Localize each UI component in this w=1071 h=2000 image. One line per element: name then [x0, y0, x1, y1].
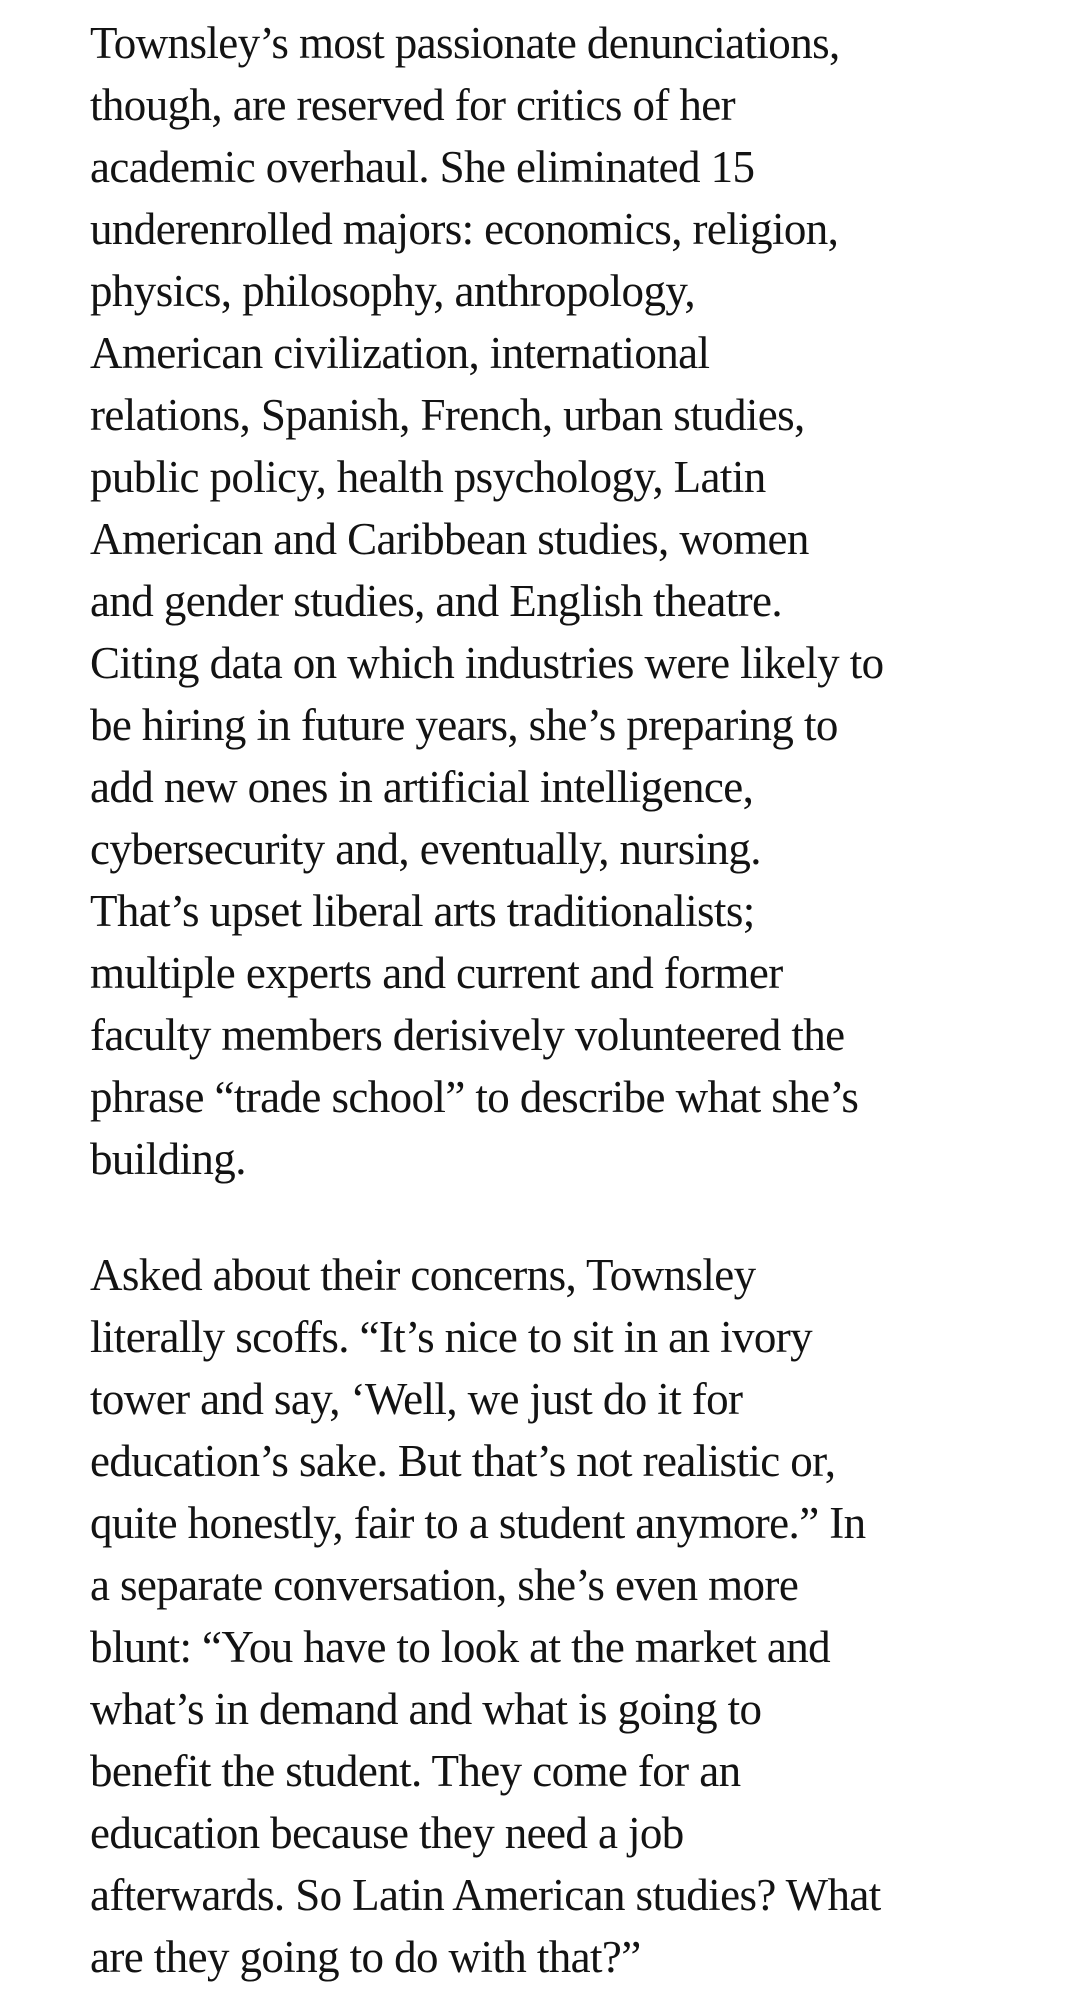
paragraph-townsley-quotes: Asked about their concerns, Townsley literally scoffs. “It’s nice to sit in an ivory tower and say, ‘Well, we just do it for education’s sake. But that’s not realistic or, quite honestly, fair to a student anymore.” In a separate conversation, she’s even more blunt: “You have to look at the market and what’s in demand and what is going to benefit the student. They come for an education because they need a job afterwards. So Latin American studies? What are they going to do with that?” [90, 1250, 881, 1982]
paragraph-academic-overhaul: Townsley’s most passionate denunciations, though, are reserved for critics of her academic overhaul. She eliminated 15 underenrolled majors: economics, religion, physics, philosophy, anthropology, American civilization, international relations, Spanish, French, urban studies, public policy, health psychology, Latin American and Caribbean studies, women and gender studies, and English theatre. Citing data on which industries were likely to be hiring in future years, she’s preparing to add new ones in artificial intelligence, cybersecurity and, eventually, nursing. That’s upset liberal arts traditionalists; multiple experts and current and former faculty members derisively volunteered the phrase “trade school” to describe what she’s building. [90, 18, 884, 1184]
